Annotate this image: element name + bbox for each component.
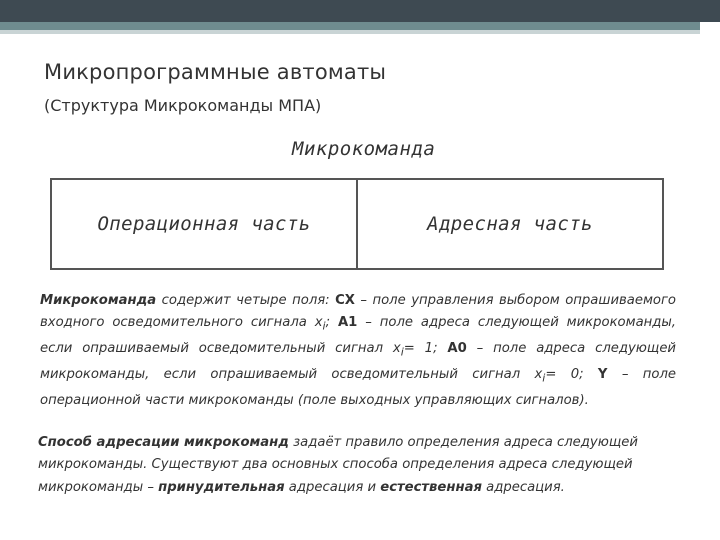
operational-part-cell: Операционная часть [52, 180, 358, 268]
text-segment: ; [325, 315, 338, 331]
microcommand-structure-box [50, 178, 664, 270]
term-microcommand: Микрокоманда [40, 293, 157, 308]
microcommand-fields-paragraph [40, 290, 676, 412]
term-natural: естественная [380, 479, 482, 495]
subscript-i: i [542, 371, 546, 385]
text-segment: адресация. [481, 479, 565, 495]
text-segment: = 0; [545, 367, 598, 383]
term-addressing-method: Способ адресации микрокоманд [38, 435, 289, 450]
text-segment: – поле операционной части микрокоманды (поле выходных управляющих сигналов). [40, 367, 676, 409]
slide-subtitle: (Структура Микрокоманды МПА) [44, 96, 322, 115]
text-segment: = 1; [403, 341, 448, 357]
header-accent-stripe-light [0, 30, 700, 34]
field-y: Y [597, 367, 608, 383]
subscript-i: i [400, 345, 404, 359]
slide-title: Микропрограммные автоматы [44, 60, 387, 84]
field-a0: A0 [447, 341, 467, 357]
text-segment: – поле адреса следующей микрокоманды, если опрашиваемый осведомительный сигнал x [40, 315, 676, 357]
subscript-i: i [322, 319, 326, 333]
header-accent-stripe [0, 22, 700, 30]
text-segment: задаёт правило определения адреса следующей микрокоманды. Существуют два основных способа определения адреса следующей микрокоманды – [38, 435, 638, 495]
address-part-cell: Адресная часть [427, 213, 593, 235]
text-segment: – поле адреса следующей микрокоманды, если опрашиваемый осведомительный сигнал x [40, 341, 676, 383]
term-forced: принудительная [158, 479, 285, 495]
field-cx: CX [335, 293, 355, 308]
header-notch [700, 22, 720, 36]
text-segment: адресация и [284, 479, 381, 495]
field-a1: A1 [337, 315, 358, 331]
slide-header-bar [0, 0, 720, 22]
text-segment: – поле управления выбором опрашиваемого входного осведомительного сигнала x [40, 293, 676, 331]
diagram-title: Микрокоманда [292, 138, 436, 160]
text-segment: содержит четыре поля: [156, 293, 336, 308]
addressing-method-paragraph [38, 432, 684, 499]
